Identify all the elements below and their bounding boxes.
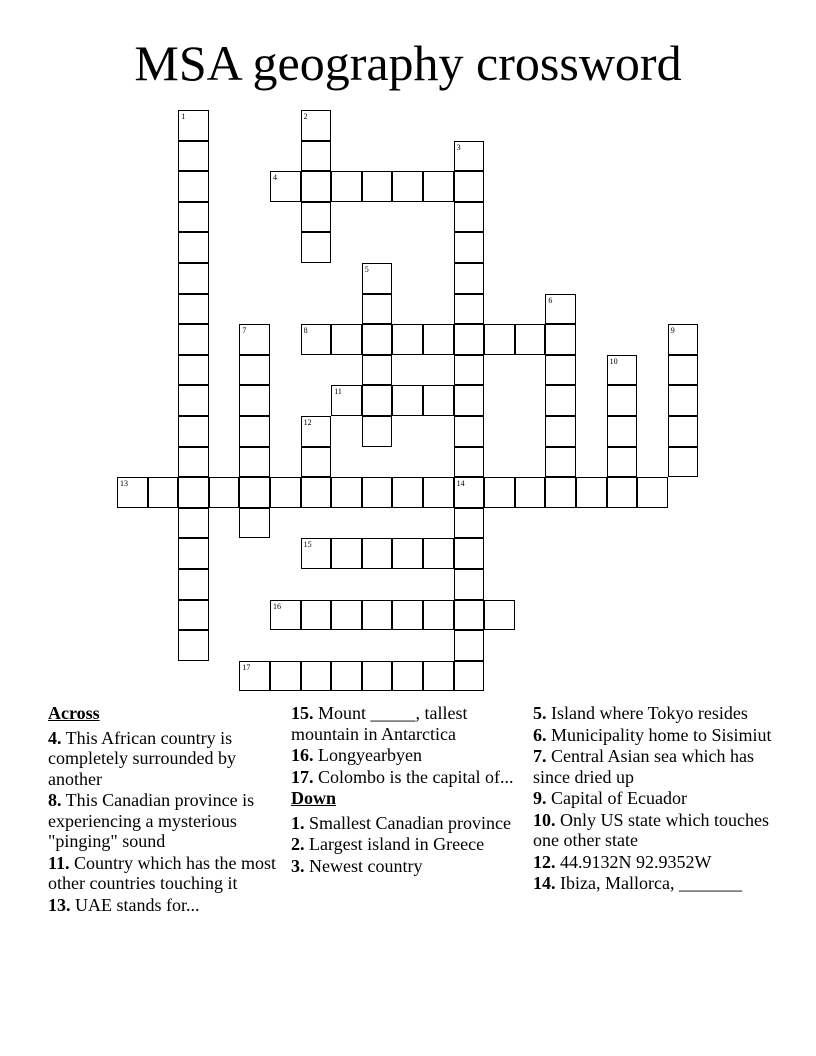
clue-down-3[interactable] (291, 856, 521, 877)
clue-text: Newest country (304, 855, 423, 876)
cell-number: 2 (303, 112, 308, 121)
grid-cell[interactable] (454, 141, 485, 172)
clue-number: 12. (533, 851, 556, 872)
cell-number: 3 (456, 142, 461, 152)
grid-cell[interactable] (362, 171, 393, 202)
clue-number: 11. (48, 852, 70, 873)
grid-cell[interactable] (178, 508, 209, 539)
grid-cell[interactable] (607, 447, 638, 478)
grid-cell[interactable] (454, 355, 485, 386)
down-heading: Down (291, 788, 337, 808)
grid-cell[interactable] (454, 538, 485, 569)
clue-across-11[interactable] (48, 853, 280, 894)
grid-cell[interactable] (178, 416, 209, 447)
grid-cell[interactable] (178, 447, 209, 478)
grid-cell[interactable] (454, 263, 485, 294)
clue-text: Mount _____, tallest mountain in Antarctica (291, 703, 468, 744)
grid-cell[interactable] (454, 600, 485, 631)
grid-cell[interactable] (484, 324, 515, 355)
grid-cell[interactable] (148, 477, 179, 508)
clue-down-6[interactable] (533, 725, 773, 746)
cell-number: 9 (670, 326, 675, 336)
clue-down-10[interactable] (533, 810, 773, 851)
clue-text: Island where Tokyo resides (546, 703, 748, 723)
clue-across-15[interactable] (291, 703, 521, 744)
cell-number: 17 (242, 662, 251, 672)
grid-cell[interactable] (178, 232, 209, 263)
clue-text: Longyearbyen (313, 745, 422, 765)
grid-cell[interactable] (423, 538, 454, 569)
grid-cell[interactable] (239, 324, 270, 355)
grid-cell[interactable] (209, 477, 240, 508)
clue-down-12[interactable] (533, 852, 773, 873)
grid-cell[interactable] (362, 263, 393, 294)
grid-cell[interactable] (178, 385, 209, 416)
cell-number: 11 (334, 387, 342, 397)
grid-cell[interactable] (178, 477, 209, 508)
cell-number: 15 (303, 540, 312, 550)
clue-across-16[interactable] (291, 745, 521, 766)
grid-cell[interactable] (423, 385, 454, 416)
cell-number: 7 (242, 326, 247, 336)
grid-cell[interactable] (362, 538, 393, 569)
clue-text: Largest island in Greece (304, 834, 485, 854)
clue-number: 8. (48, 790, 62, 810)
clue-text: Smallest Canadian province (304, 812, 511, 833)
grid-cell[interactable] (454, 508, 485, 539)
grid-cell[interactable] (301, 141, 332, 172)
grid-cell[interactable] (484, 477, 515, 508)
grid-cell[interactable] (423, 661, 454, 692)
clue-text: Central Asian sea which has since dried up (533, 746, 754, 787)
clue-number: 5. (533, 703, 547, 723)
grid-cell[interactable] (301, 110, 332, 141)
cell-number: 14 (456, 479, 465, 489)
clue-down-9[interactable] (533, 788, 773, 809)
grid-cell[interactable] (301, 661, 332, 692)
grid-cell[interactable] (239, 447, 270, 478)
grid-cell[interactable] (362, 294, 393, 325)
clue-number: 4. (48, 727, 62, 748)
clue-down-7[interactable] (533, 746, 773, 787)
grid-cell[interactable] (239, 416, 270, 447)
clue-text: This Canadian province is experiencing a mysterious "pinging" sound (48, 790, 255, 851)
grid-cell[interactable] (392, 171, 423, 202)
grid-cell[interactable] (545, 324, 576, 355)
clue-number: 7. (533, 746, 547, 766)
grid-cell[interactable] (607, 416, 638, 447)
cell-number: 5 (364, 265, 369, 274)
cell-number: 10 (609, 356, 618, 366)
grid-cell[interactable] (607, 477, 638, 508)
grid-cell[interactable] (668, 385, 699, 416)
grid-cell[interactable] (454, 232, 485, 263)
grid-cell[interactable] (637, 477, 668, 508)
grid-cell[interactable] (515, 324, 546, 355)
grid-cell[interactable] (454, 447, 485, 478)
grid-cell[interactable] (178, 324, 209, 355)
across-heading: Across (48, 703, 100, 723)
grid-cell[interactable] (576, 477, 607, 508)
grid-cell[interactable] (239, 477, 270, 508)
grid-cell[interactable] (545, 355, 576, 386)
clue-column-2 (291, 703, 521, 877)
clue-number: 9. (533, 788, 547, 808)
cell-number: 8 (303, 326, 308, 336)
clue-column-1 (48, 703, 280, 916)
grid-cell[interactable] (178, 294, 209, 325)
clue-text: UAE stands for... (70, 894, 200, 915)
clue-column-3 (533, 703, 773, 895)
grid-cell[interactable] (239, 661, 270, 692)
clue-number: 2. (291, 834, 305, 854)
grid-cell[interactable] (454, 661, 485, 692)
grid-cell[interactable] (301, 324, 332, 355)
grid-cell[interactable] (178, 538, 209, 569)
cell-number: 1 (181, 112, 186, 121)
grid-cell[interactable] (362, 600, 393, 631)
grid-cell[interactable] (545, 294, 576, 325)
grid-cell[interactable] (362, 355, 393, 386)
grid-cell[interactable] (545, 416, 576, 447)
grid-cell[interactable] (301, 232, 332, 263)
grid-cell[interactable] (270, 661, 301, 692)
grid-cell[interactable] (178, 202, 209, 233)
clue-text: Capital of Ecuador (546, 788, 687, 808)
grid-cell[interactable] (454, 324, 485, 355)
grid-cell[interactable] (331, 385, 362, 416)
grid-cell[interactable] (301, 171, 332, 202)
grid-cell[interactable] (239, 508, 270, 539)
grid-cell[interactable] (178, 630, 209, 661)
grid-cell[interactable] (484, 600, 515, 631)
clue-down-1[interactable] (291, 813, 521, 834)
grid-cell[interactable] (454, 630, 485, 661)
grid-cell[interactable] (454, 569, 485, 600)
clue-number: 3. (291, 855, 305, 876)
grid-cell[interactable] (392, 324, 423, 355)
grid-cell[interactable] (178, 263, 209, 294)
grid-cell[interactable] (454, 385, 485, 416)
grid-cell[interactable] (362, 661, 393, 692)
grid-cell[interactable] (301, 202, 332, 233)
grid-cell[interactable] (423, 324, 454, 355)
grid-cell[interactable] (331, 538, 362, 569)
clue-number: 10. (533, 809, 556, 830)
grid-cell[interactable] (392, 600, 423, 631)
clue-text: Ibiza, Mallorca, _______ (555, 873, 742, 893)
grid-cell[interactable] (301, 447, 332, 478)
clue-across-17[interactable] (291, 767, 521, 788)
grid-cell[interactable] (362, 477, 393, 508)
grid-cell[interactable] (301, 600, 332, 631)
grid-cell[interactable] (178, 171, 209, 202)
clue-number: 14. (533, 873, 556, 893)
clue-number: 15. (291, 703, 314, 723)
clue-number: 13. (48, 894, 71, 915)
grid-cell[interactable] (545, 385, 576, 416)
grid-cell[interactable] (331, 661, 362, 692)
clue-text: Colombo is the capital of... (313, 766, 514, 787)
grid-cell[interactable] (392, 477, 423, 508)
grid-cell[interactable] (178, 110, 209, 141)
grid-cell[interactable] (423, 600, 454, 631)
grid-cell[interactable] (607, 385, 638, 416)
clue-text: 44.9132N 92.9352W (555, 851, 712, 872)
grid-cell[interactable] (178, 141, 209, 172)
cell-number: 13 (120, 479, 128, 489)
grid-cell[interactable] (454, 416, 485, 447)
clue-across-8[interactable] (48, 790, 280, 852)
clue-number: 17. (291, 766, 314, 787)
clue-down-14[interactable] (533, 873, 773, 894)
clue-text: Only US state which touches one other state (533, 809, 769, 850)
grid-cell[interactable] (545, 447, 576, 478)
grid-cell[interactable] (331, 477, 362, 508)
grid-cell[interactable] (239, 385, 270, 416)
grid-cell[interactable] (423, 477, 454, 508)
grid-cell[interactable] (668, 447, 699, 478)
page-title: MSA geography crossword (134, 35, 682, 91)
grid-cell[interactable] (607, 355, 638, 386)
cell-number: 4 (273, 173, 277, 183)
grid-cell[interactable] (454, 171, 485, 202)
grid-cell[interactable] (331, 600, 362, 631)
clue-across-13[interactable] (48, 895, 280, 916)
grid-cell[interactable] (117, 477, 148, 508)
grid-cell[interactable] (515, 477, 546, 508)
clue-number: 16. (291, 745, 314, 765)
cell-number: 12 (303, 418, 312, 427)
grid-cell[interactable] (301, 416, 332, 447)
clue-number: 1. (291, 812, 305, 833)
grid-cell[interactable] (668, 416, 699, 447)
grid-cell[interactable] (270, 600, 301, 631)
grid-cell[interactable] (423, 171, 454, 202)
clue-text: Country which has the most other countries touching it (48, 852, 276, 893)
grid-cell[interactable] (331, 171, 362, 202)
grid-cell[interactable] (301, 477, 332, 508)
grid-cell[interactable] (331, 324, 362, 355)
cell-number: 6 (548, 295, 553, 305)
grid-cell[interactable] (270, 477, 301, 508)
grid-cell[interactable] (178, 600, 209, 631)
clue-text: Municipality home to Sisimiut (546, 724, 772, 745)
clue-down-5[interactable] (533, 703, 773, 724)
grid-cell[interactable] (301, 538, 332, 569)
grid-cell[interactable] (178, 355, 209, 386)
grid-cell[interactable] (668, 324, 699, 355)
grid-cell[interactable] (454, 202, 485, 233)
grid-cell[interactable] (392, 538, 423, 569)
grid-cell[interactable] (545, 477, 576, 508)
clue-text: This African country is completely surrounded by another (48, 727, 236, 789)
grid-cell[interactable] (362, 385, 393, 416)
grid-cell[interactable] (178, 569, 209, 600)
grid-cell[interactable] (392, 661, 423, 692)
grid-cell[interactable] (362, 324, 393, 355)
grid-cell[interactable] (270, 171, 301, 202)
cell-number: 16 (273, 601, 281, 611)
clue-number: 6. (533, 724, 547, 745)
grid-cell[interactable] (454, 294, 485, 325)
grid-cell[interactable] (454, 477, 485, 508)
clue-down-2[interactable] (291, 834, 521, 855)
clue-across-4[interactable] (48, 728, 280, 790)
grid-cell[interactable] (392, 385, 423, 416)
grid-cell[interactable] (668, 355, 699, 386)
grid-cell[interactable] (362, 416, 393, 447)
grid-cell[interactable] (239, 355, 270, 386)
